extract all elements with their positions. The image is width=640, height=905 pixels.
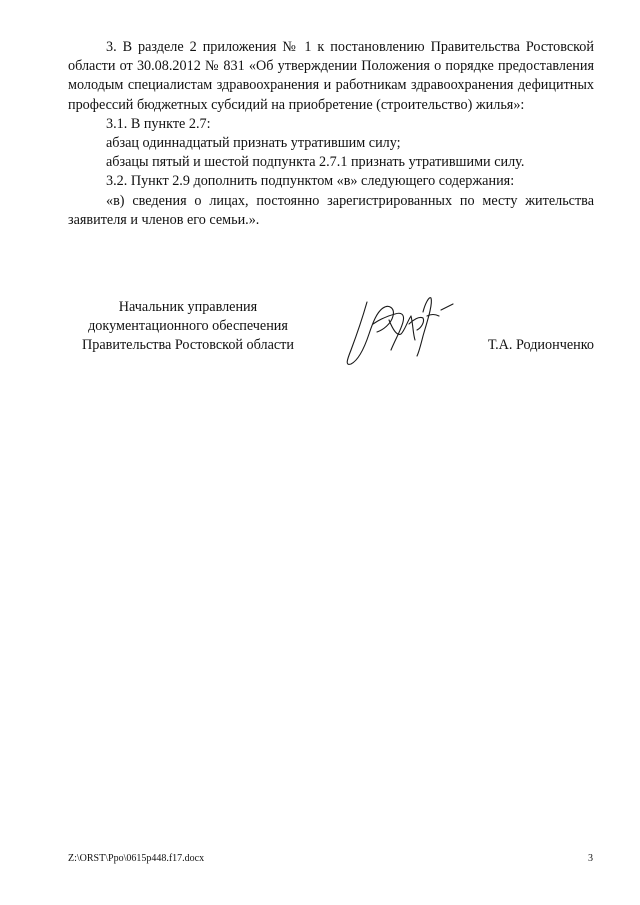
signatory-position-line-3: Правительства Ростовской области [82, 337, 294, 354]
paragraph-item-3-2: 3.2. Пункт 2.9 дополнить подпунктом «в» следующего содержания: [106, 173, 515, 190]
handwritten-signature [343, 294, 458, 372]
footer-file-path: Z:\ORST\Ppo\0615p448.f17.docx [68, 853, 205, 864]
paragraph-item-3-1: 3.1. В пункте 2.7: [106, 115, 211, 132]
signatory-position-line-2: документационного обеспечения [88, 318, 288, 335]
paragraph-clause-fifth-sixth: абзацы пятый и шестой подпункта 2.7.1 признать утратившими силу. [106, 154, 525, 171]
paragraph-subitem-v: «в) сведения о лицах, постоянно зарегистрированных по месту жительства заявителя и членов его семьи.». [68, 192, 594, 228]
paragraph-clause-eleventh: абзац одиннадцатый признать утратившим силу; [106, 135, 401, 152]
signatory-position [68, 298, 308, 356]
signature-block [68, 298, 594, 378]
page-number: 3 [588, 853, 593, 864]
document-body [68, 38, 594, 230]
paragraph-section-3: 3. В разделе 2 приложения № 1 к постановлению Правительства Ростовской области от 30.08.2012 № 831 «Об утверждении Положения о порядке предоставления молодым специалистам здравоохранения и работникам здравоохранения дефицитных профессий бюджетных субсидий на приобретение (строительство) жилья»: [68, 39, 594, 113]
signatory-name: Т.А. Родионченко [487, 337, 594, 354]
signatory-position-line-1: Начальник управления [118, 299, 258, 315]
